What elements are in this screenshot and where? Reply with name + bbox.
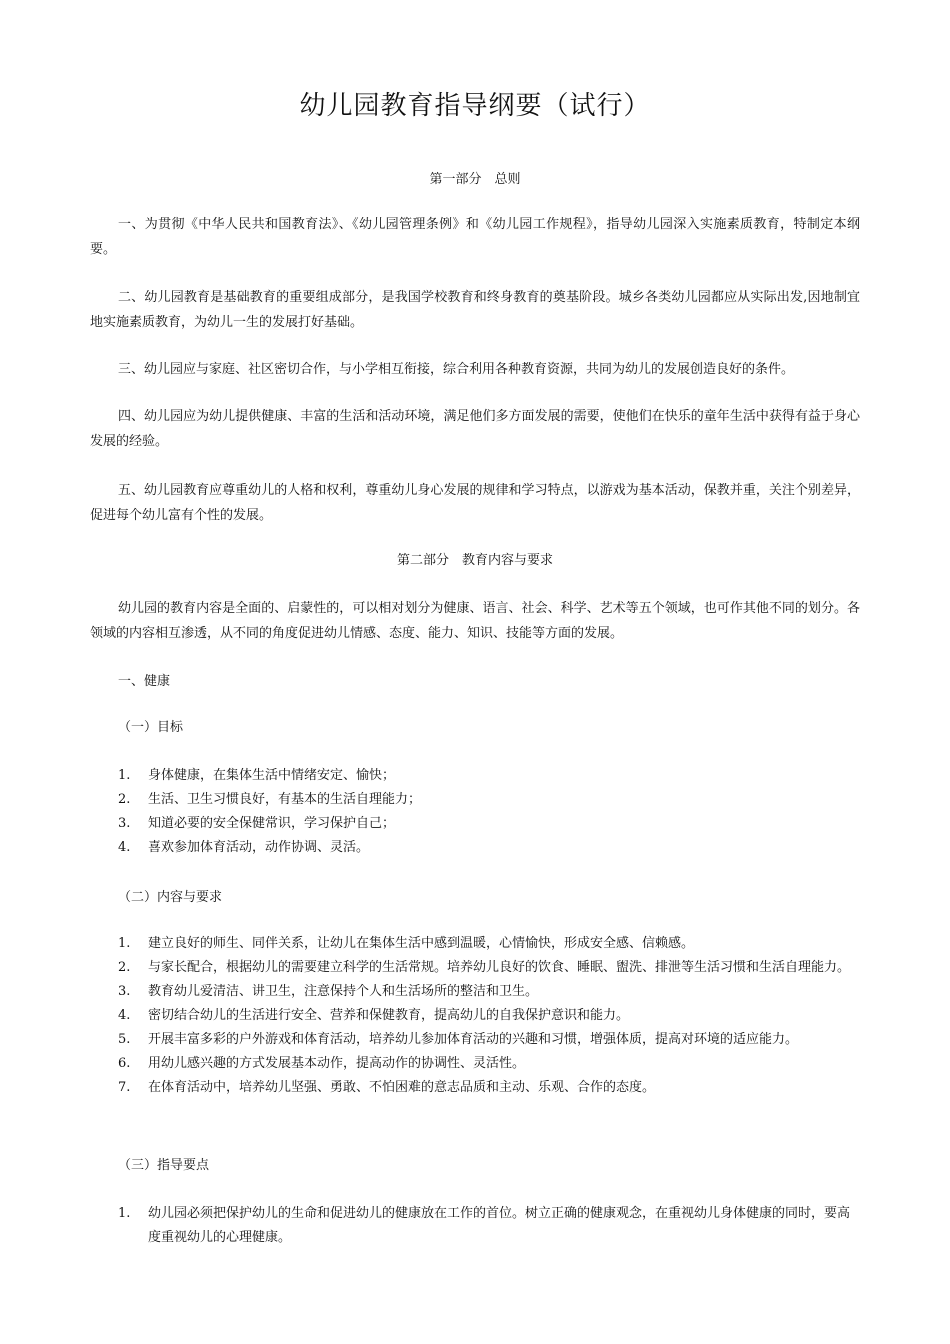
- list-item: [118, 836, 860, 860]
- health-heading: 一、健康: [118, 674, 171, 689]
- list-number: 7.: [118, 1080, 131, 1095]
- part2-heading: 第二部分 教育内容与要求: [396, 553, 553, 568]
- list-item: [118, 764, 860, 788]
- guidance-list: [118, 1202, 860, 1250]
- list-item: [118, 812, 860, 836]
- list-text: 知道必要的安全保健常识，学习保护自己；: [148, 816, 396, 831]
- paragraph: 五、幼儿园教育应尊重幼儿的人格和权利，尊重幼儿身心发展的规律和学习特点，以游戏为基本活动，保教并重，关注个别差异，促进每个幼儿富有个性的发展。: [90, 483, 860, 523]
- list-item: [118, 1028, 860, 1052]
- list-text: 与家长配合，根据幼儿的需要建立科学的生活常规。培养幼儿良好的饮食、睡眠、盥洗、排泄等生活习惯和生活自理能力。: [148, 960, 851, 975]
- list-item: [118, 932, 860, 956]
- list-text: 生活、卫生习惯良好，有基本的生活自理能力；: [148, 792, 422, 807]
- list-number: 6.: [118, 1056, 131, 1071]
- list-number: 4.: [118, 1008, 131, 1023]
- list-number: 1.: [118, 1206, 131, 1221]
- list-item: [118, 1202, 860, 1250]
- list-item: [118, 1052, 860, 1076]
- list-text: 幼儿园必须把保护幼儿的生命和促进幼儿的健康放在工作的首位。树立正确的健康观念，在重视幼儿身体健康的同时，要高度重视幼儿的心理健康。: [148, 1206, 851, 1245]
- paragraph: 一、为贯彻《中华人民共和国教育法》、《幼儿园管理条例》和《幼儿园工作规程》，指导幼儿园深入实施素质教育，特制定本纲要。: [90, 217, 860, 257]
- list-number: 2.: [118, 792, 131, 807]
- list-text: 开展丰富多彩的户外游戏和体育活动，培养幼儿参加体育活动的兴趣和习惯，增强体质，提高对环境的适应能力。: [148, 1032, 799, 1047]
- content-heading: （二）内容与要求: [118, 890, 223, 905]
- list-number: 3.: [118, 984, 131, 999]
- content-list: [118, 932, 860, 1100]
- list-item: [118, 956, 860, 980]
- paragraph: 四、幼儿园应为幼儿提供健康、丰富的生活和活动环境，满足他们多方面发展的需要，使他们在快乐的童年生活中获得有益于身心发展的经验。: [90, 409, 860, 449]
- list-item: [118, 1004, 860, 1028]
- list-item: [118, 1076, 860, 1100]
- list-text: 教育幼儿爱清洁、讲卫生，注意保持个人和生活场所的整洁和卫生。: [148, 984, 539, 999]
- part1-heading: 第一部分 总则: [429, 172, 521, 187]
- list-number: 2.: [118, 960, 131, 975]
- paragraph: 二、幼儿园教育是基础教育的重要组成部分，是我国学校教育和终身教育的奠基阶段。城乡各类幼儿园都应从实际出发,因地制宜地实施素质教育，为幼儿一生的发展打好基础。: [90, 290, 860, 330]
- list-number: 4.: [118, 840, 131, 855]
- list-number: 1.: [118, 936, 131, 951]
- list-number: 1.: [118, 768, 131, 783]
- paragraph: 三、幼儿园应与家庭、社区密切合作，与小学相互衔接，综合利用各种教育资源，共同为幼儿的发展创造良好的条件。: [118, 362, 795, 377]
- document-title: 幼儿园教育指导纲要（试行）: [299, 91, 651, 121]
- list-item: [118, 788, 860, 812]
- list-number: 5.: [118, 1032, 131, 1047]
- paragraph: 幼儿园的教育内容是全面的、启蒙性的，可以相对划分为健康、语言、社会、科学、艺术等五个领域，也可作其他不同的划分。各领域的内容相互渗透，从不同的角度促进幼儿情感、态度、能力、知识、技能等方面的发展。: [90, 601, 860, 641]
- goals-list: [118, 764, 860, 860]
- list-text: 用幼儿感兴趣的方式发展基本动作，提高动作的协调性、灵活性。: [148, 1056, 526, 1071]
- goals-heading: （一）目标: [118, 720, 184, 735]
- guidance-heading: （三）指导要点: [118, 1158, 210, 1173]
- list-item: [118, 980, 860, 1004]
- list-text: 密切结合幼儿的生活进行安全、营养和保健教育，提高幼儿的自我保护意识和能力。: [148, 1008, 630, 1023]
- list-text: 在体育活动中，培养幼儿坚强、勇敢、不怕困难的意志品质和主动、乐观、合作的态度。: [148, 1080, 656, 1095]
- list-text: 身体健康，在集体生活中情绪安定、愉快；: [148, 768, 396, 783]
- list-text: 喜欢参加体育活动，动作协调、灵活。: [148, 840, 370, 855]
- list-text: 建立良好的师生、同伴关系，让幼儿在集体生活中感到温暖，心情愉快，形成安全感、信赖感。: [148, 936, 695, 951]
- list-number: 3.: [118, 816, 131, 831]
